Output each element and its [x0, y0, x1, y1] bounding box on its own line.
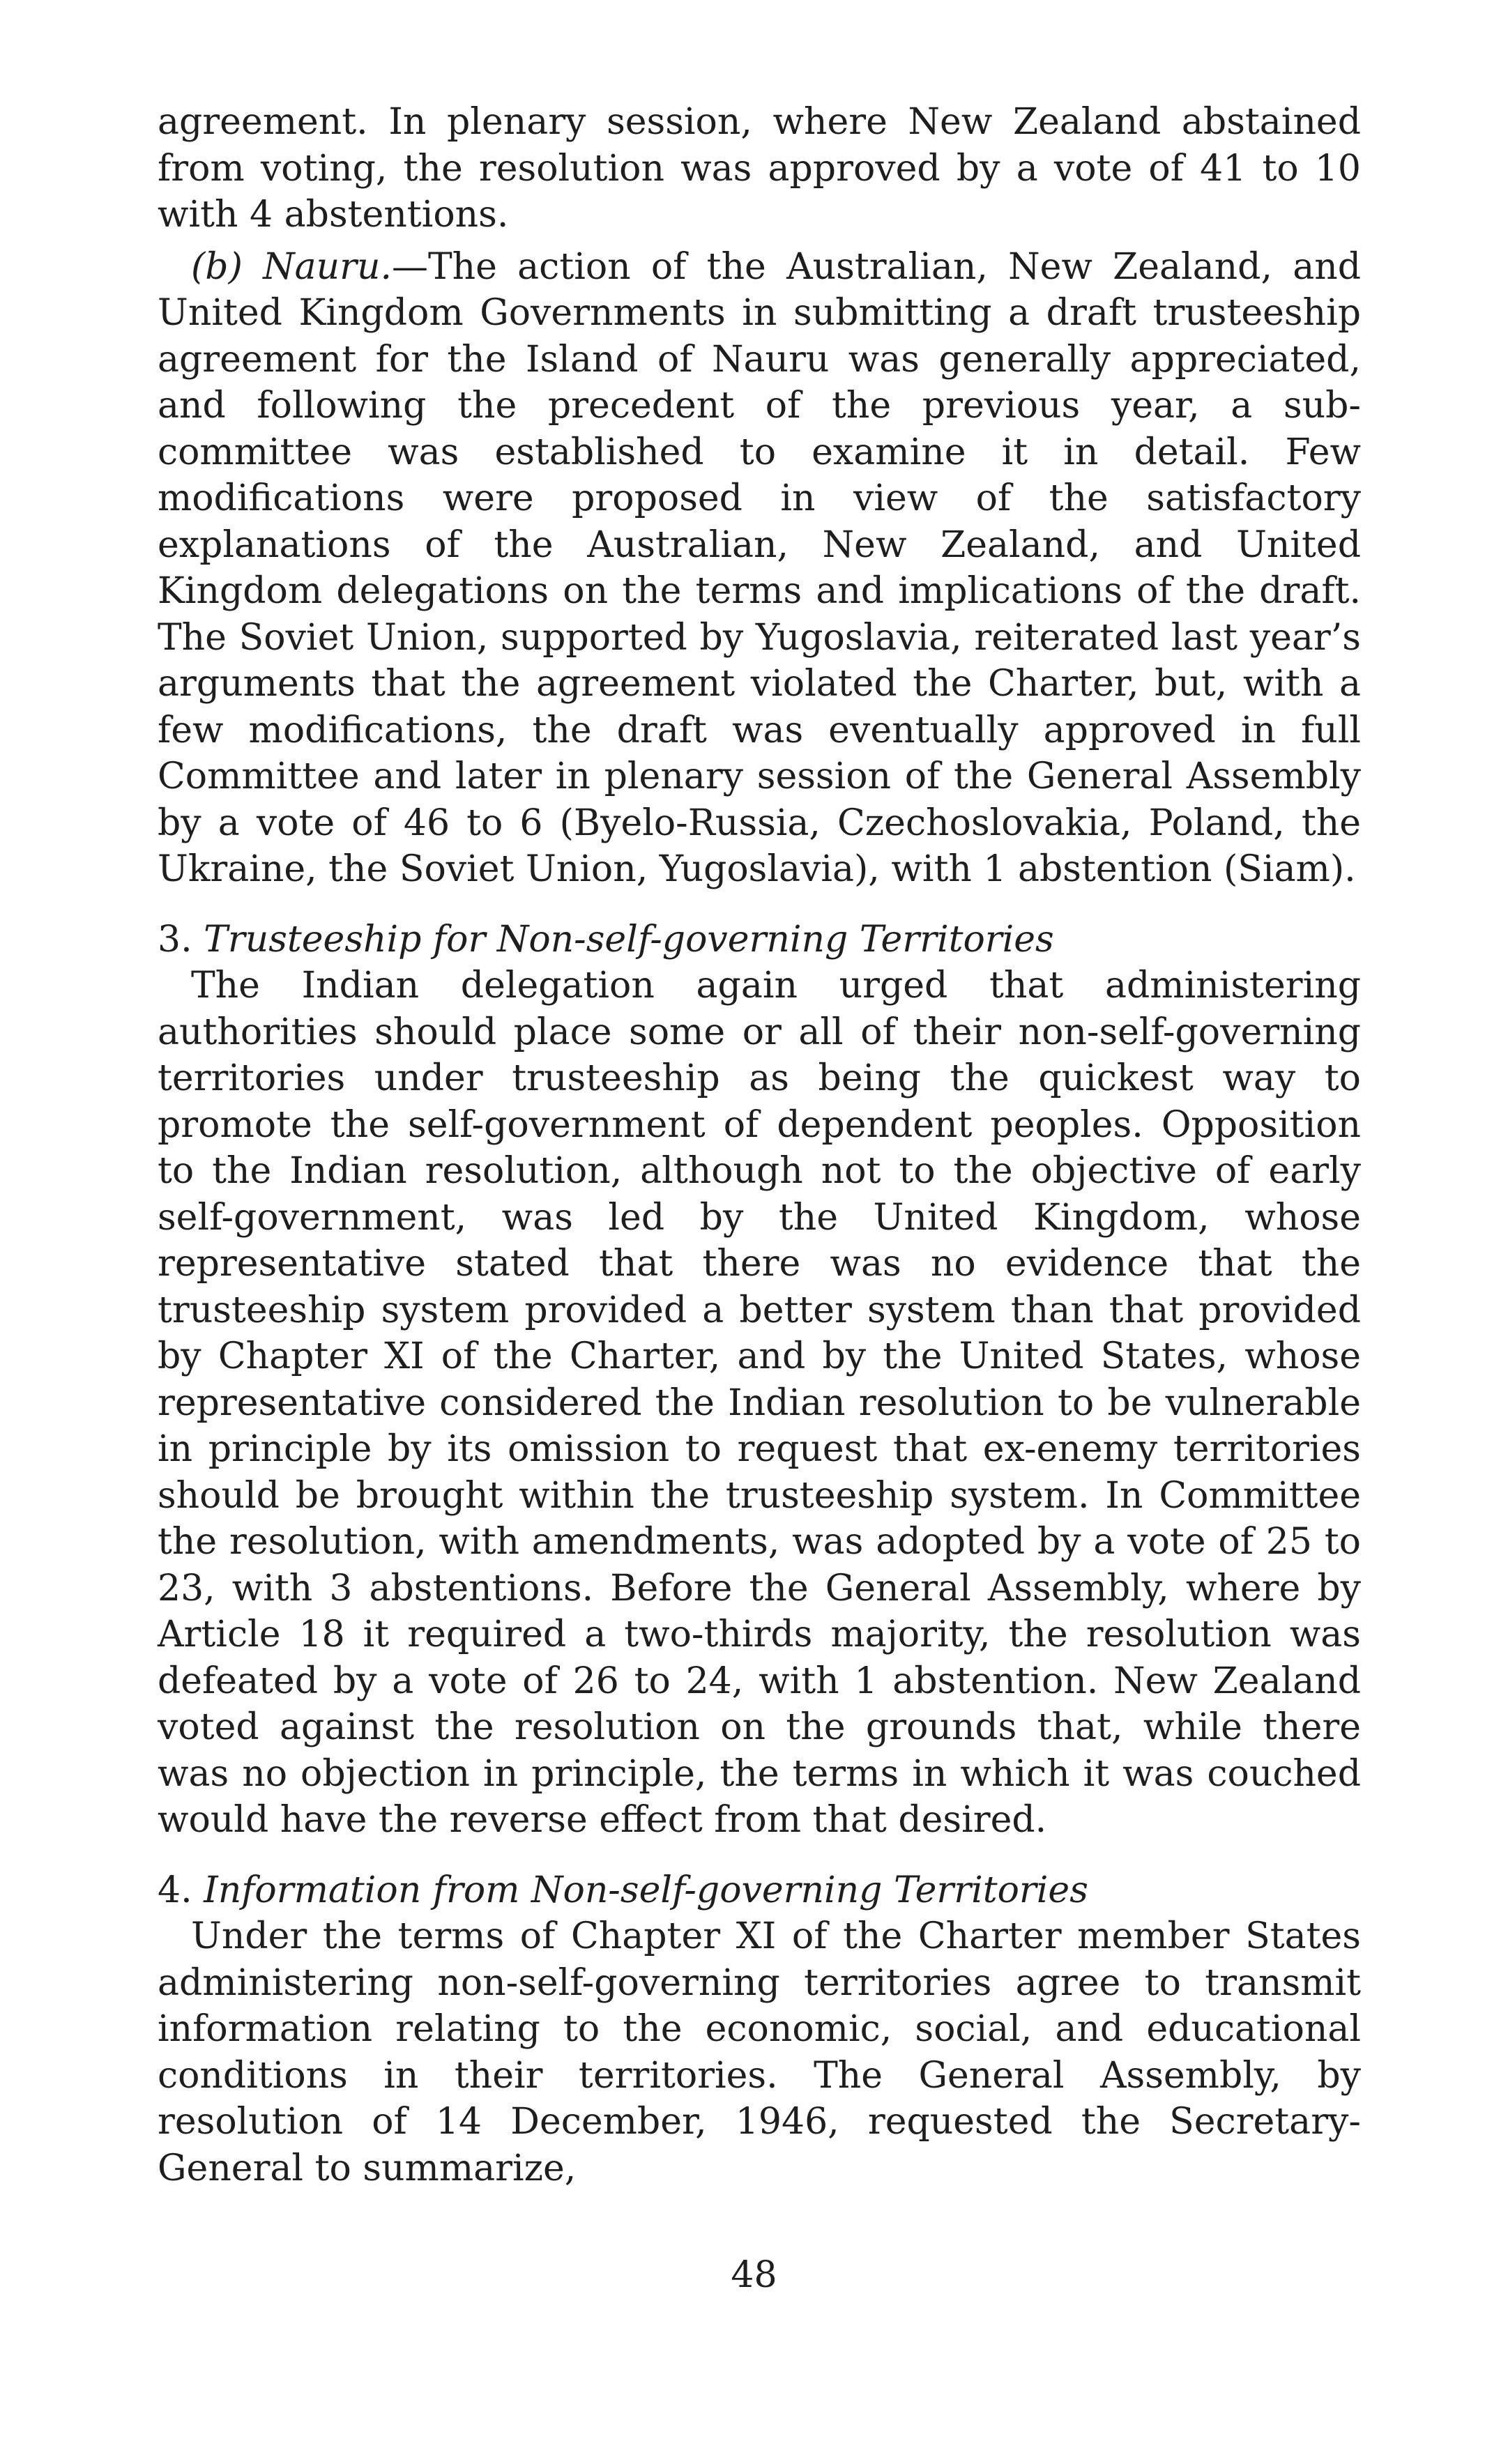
- nauru-text: —The action of the Australian, New Zealand, and United Kingdom Governments in submitting a draft trusteeship agreement for the Island of Nauru was generally appreciated, and following the precedent of the previous year, a sub-committee was established to examine it in detail. Few modifications were proposed in view of the satisfactory explanations of the Australian, New Zealand, and United Kingdom delegations on the terms and implications of the draft. The Soviet Union, supported by Yugoslavia, reiterated last year’s arguments that the agreement violated the Charter, but, with a few modifications, the draft was eventually approved in full Committee and later in plenary session of the General Assembly by a vote of 46 to 6 (Byelo-Russia, Czechoslovakia, Poland, the Ukraine, the Soviet Union, Yugoslavia), with 1 abstention (Siam).: [158, 245, 1361, 890]
- page-number: 48: [731, 2254, 777, 2296]
- paragraph-continuation: agreement. In plenary session, where New Zealand abstained from voting, the resolution was approved by a vote of 41 to 10 with 4 abstentions.: [158, 101, 1361, 236]
- paragraph-information: Under the terms of Chapter XI of the Charter member States administering non-self-governing territories agree to transmit information relating to the economic, social, and educational conditions in their territories. The General Assembly, by resolution of 14 December, 1946, requested the Secretary-General to summarize,: [158, 1915, 1361, 2189]
- section-number-4: 4.: [158, 1869, 192, 1911]
- paragraph-nauru: [158, 244, 1361, 893]
- nauru-label: (b) Nauru.: [191, 245, 392, 288]
- section-heading-4: [158, 1867, 1361, 1914]
- section-number-3: 3.: [158, 918, 192, 961]
- section-title-4: Information from Non-self-governing Territories: [204, 1869, 1088, 1911]
- body-text: [158, 99, 1361, 2191]
- paragraph-trusteeship: The Indian delegation again urged that administering authorities should place some or all of their non-self-governing territories under trusteeship as being the quickest way to promote the self-government of dependent peoples. Opposition to the Indian resolution, although not to the objective of early self-government, was led by the United Kingdom, whose representative stated that there was no evidence that the trusteeship system provided a better system than that provided by Chapter XI of the Charter, and by the United States, whose representative considered the Indian resolution to be vulnerable in principle by its omission to request that ex-enemy territories should be brought within the trusteeship system. In Committee the resolution, with amendments, was adopted by a vote of 25 to 23, with 3 abstentions. Before the General Assembly, where by Article 18 it required a two-thirds majority, the resolution was defeated by a vote of 26 to 24, with 1 abstention. New Zealand voted against the resolution on the grounds that, while there was no objection in principle, the terms in which it was couched would have the reverse effect from that desired.: [158, 965, 1361, 1841]
- section-title-3: Trusteeship for Non-self-governing Territories: [204, 918, 1054, 961]
- section-heading-3: [158, 917, 1361, 963]
